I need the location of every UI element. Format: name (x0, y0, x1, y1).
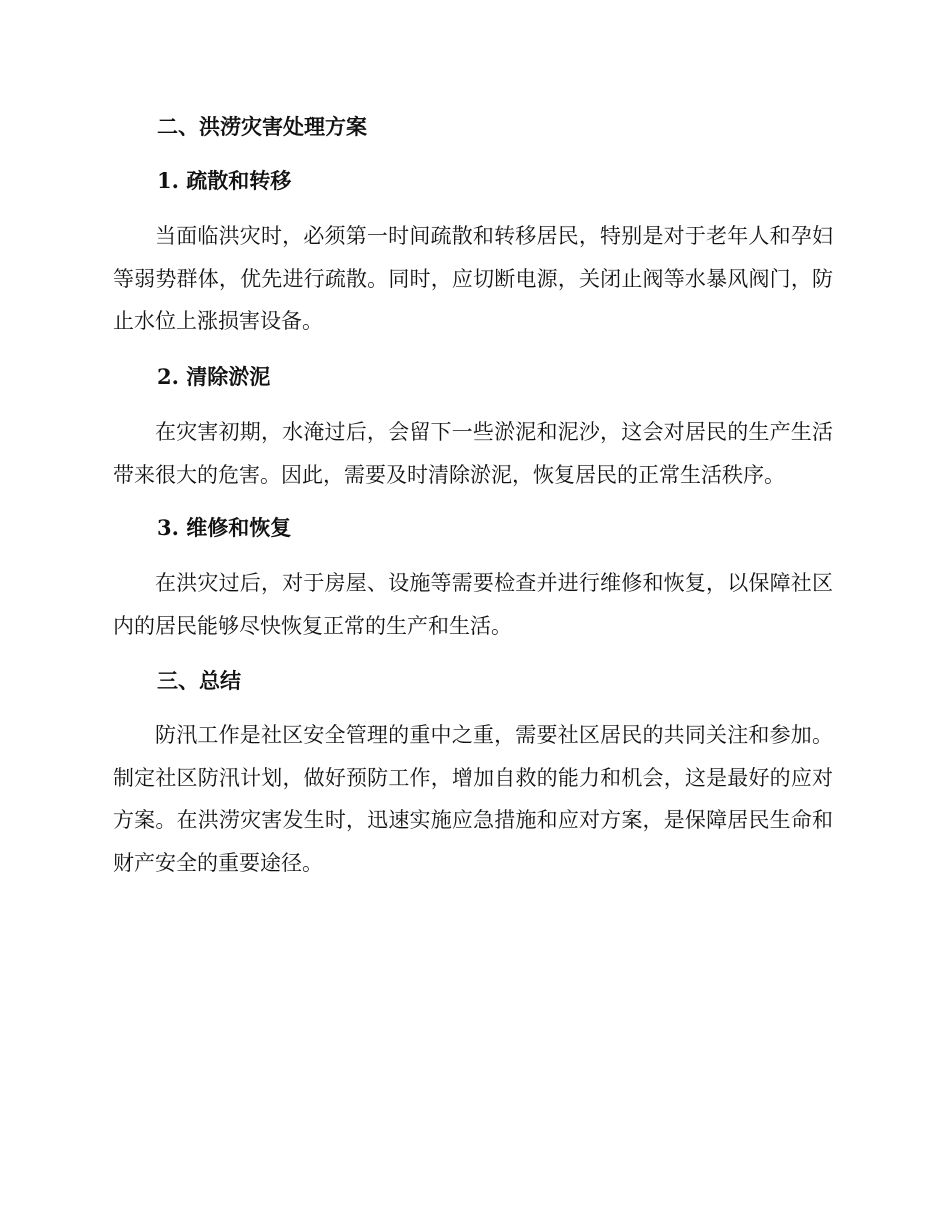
subsection-heading-repair: 3. 维修和恢复 (157, 515, 292, 540)
section-heading-3: 三、总结 (157, 668, 241, 693)
section-heading-2: 二、洪涝灾害处理方案 (157, 114, 367, 139)
subsection-heading-evacuation: 1. 疏散和转移 (157, 168, 292, 193)
paragraph-silt-removal: 在灾害初期，水淹过后，会留下一些淤泥和泥沙，这会对居民的生产生活带来很大的危害。因此，需要及时清除淤泥，恢复居民的正常生活秩序。 (113, 420, 833, 487)
paragraph-evacuation: 当面临洪灾时，必须第一时间疏散和转移居民，特别是对于老年人和孕妇等弱势群体，优先进行疏散。同时，应切断电源，关闭止阀等水暴风阀门，防止水位上涨损害设备。 (113, 224, 833, 333)
subsection-heading-silt-removal: 2. 清除淤泥 (157, 364, 271, 389)
paragraph-summary: 防汛工作是社区安全管理的重中之重，需要社区居民的共同关注和参加。制定社区防汛计划，做好预防工作，增加自救的能力和机会，这是最好的应对方案。在洪涝灾害发生时，迅速实施应急措施和应对方案，是保障居民生命和财产安全的重要途径。 (113, 723, 833, 875)
paragraph-repair: 在洪灾过后，对于房屋、设施等需要检查并进行维修和恢复，以保障社区内的居民能够尽快恢复正常的生产和生活。 (113, 571, 833, 638)
